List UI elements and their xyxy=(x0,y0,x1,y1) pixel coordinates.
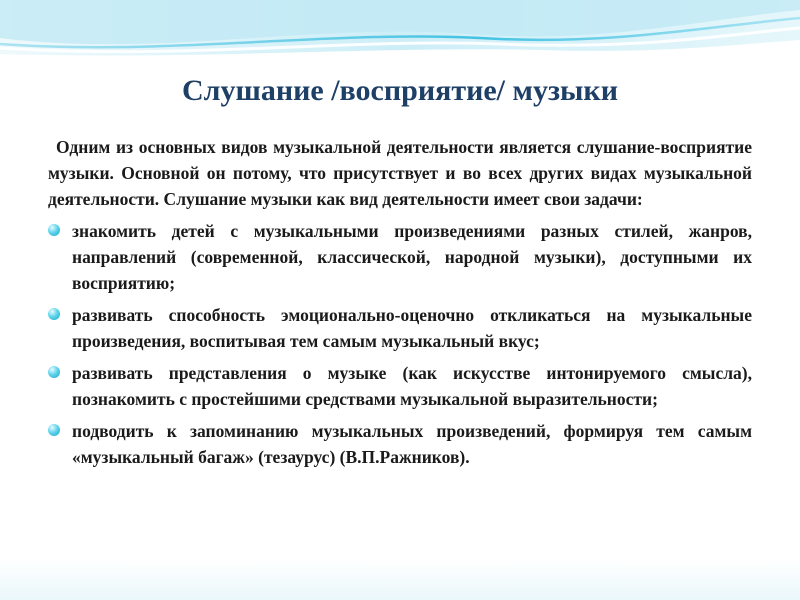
bullet-icon xyxy=(48,224,60,236)
slide-title: Слушание /восприятие/ музыки xyxy=(182,74,618,107)
slide-body xyxy=(48,134,752,470)
list-item xyxy=(48,218,752,296)
decorative-footer-band xyxy=(0,560,800,600)
list-item-text: знакомить детей с музыкальными произведениями разных стилей, жанров, направлений (современной, классической, народной музыки), доступными их восприятию; xyxy=(72,221,752,293)
decorative-wave-header xyxy=(0,0,800,60)
list-item xyxy=(48,418,752,470)
bullet-icon xyxy=(48,366,60,378)
bullet-icon xyxy=(48,424,60,436)
intro-paragraph: Одним из основных видов музыкальной деятельности является слушание-восприятие музыки. Основной он потому, что присутствует и во всех других видах музыкальной деятельности. Слушание музыки как вид деятельности имеет свои задачи: xyxy=(48,137,752,209)
list-item xyxy=(48,360,752,412)
list-item-text: развивать представления о музыке (как искусстве интонируемого смысла), познакомить с простейшими средствами музыкальной выразительности; xyxy=(72,363,752,409)
bullet-icon xyxy=(48,308,60,320)
task-list xyxy=(48,218,752,470)
list-item-text: подводить к запоминанию музыкальных произведений, формируя тем самым «музыкальный багаж» (тезаурус) (В.П.Ражников). xyxy=(72,421,752,467)
list-item xyxy=(48,302,752,354)
list-item-text: развивать способность эмоционально-оценочно откликаться на музыкальные произведения, воспитывая тем самым музыкальный вкус; xyxy=(72,305,752,351)
